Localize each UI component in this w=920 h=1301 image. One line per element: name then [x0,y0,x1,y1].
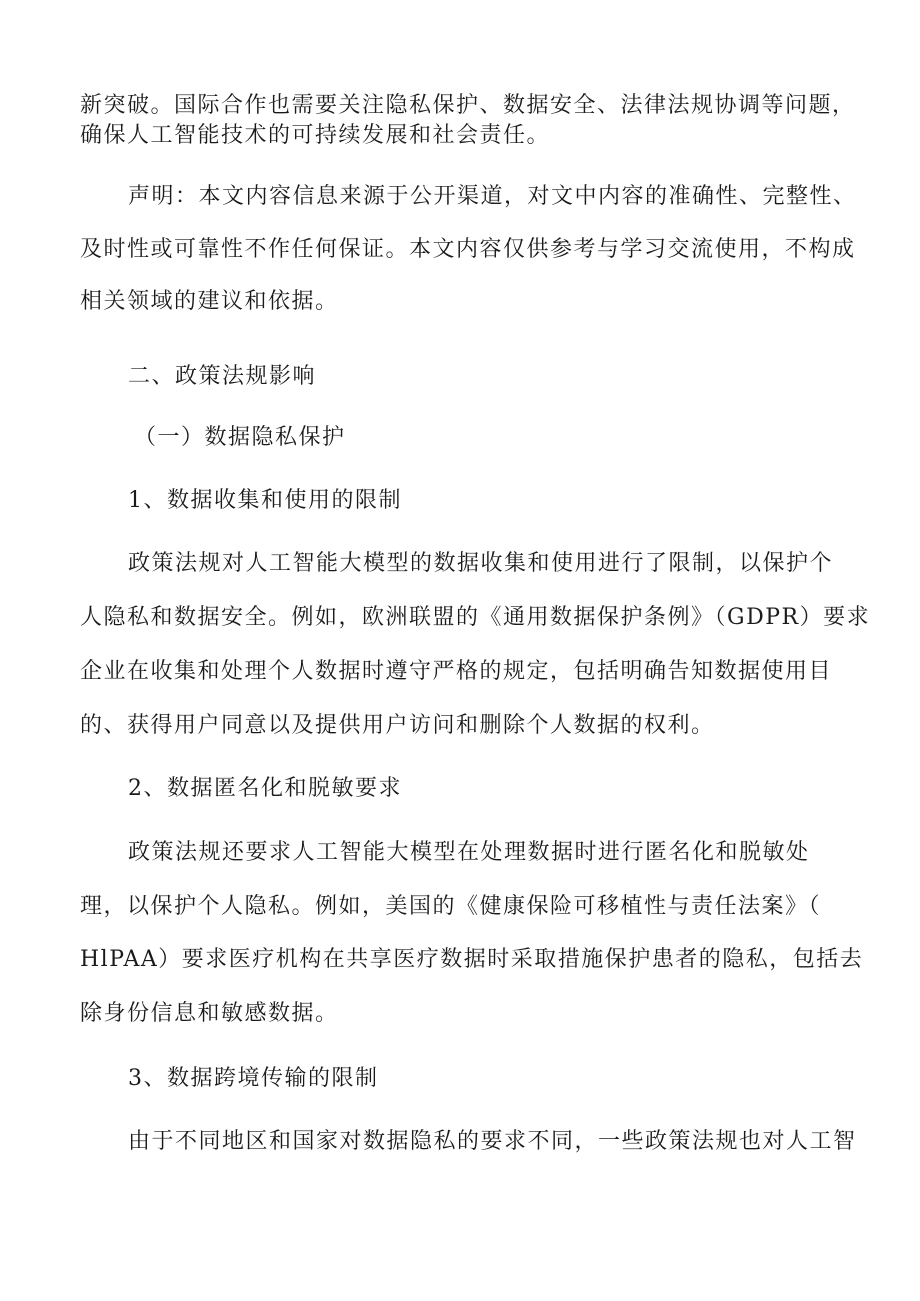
item1-line: 企业在收集和处理个人数据时遵守严格的规定，包括明确告知数据使用目 [80,659,833,684]
item3-line: 由于不同地区和国家对数据隐私的要求不同，一些政策法规也对人工智 [128,1129,857,1154]
item2-line: HlPAA）要求医疗机构在共享医疗数据时采取措施保护患者的隐私，包括去 [80,947,864,972]
item3-heading: 3、数据跨境传输的限制 [128,1066,379,1091]
intro-line: 新突破。国际合作也需要关注隐私保护、数据安全、法律法规协调等问题， [80,93,856,118]
subsection-heading: （一）数据隐私保护 [134,425,346,450]
item1-heading: 1、数据收集和使用的限制 [128,488,402,513]
item2-line: 理，以保护个人隐私。例如，美国的《健康保险可移植性与责任法案》（ [80,894,822,919]
intro-line: 确保人工智能技术的可持续发展和社会责任。 [80,123,551,148]
disclaimer-line: 相关领域的建议和依据。 [80,289,339,314]
section-heading: 二、政策法规影响 [128,364,317,389]
item2-line: 政策法规还要求人工智能大模型在处理数据时进行匿名化和脱敏处 [128,840,810,865]
item2-line: 除身份信息和敏感数据。 [80,1001,339,1026]
item1-line: 政策法规对人工智能大模型的数据收集和使用进行了限制，以保护个 [128,551,834,576]
item2-heading: 2、数据匿名化和脱敏要求 [128,776,402,801]
item1-line: 的、获得用户同意以及提供用户访问和删除个人数据的权利。 [80,713,715,738]
disclaimer-line: 及时性或可靠性不作任何保证。本文内容仅供参考与学习交流使用，不构成 [80,237,856,262]
disclaimer-line: 声明：本文内容信息来源于公开渠道，对文中内容的准确性、完整性、 [128,184,857,209]
item1-line: 人隐私和数据安全。例如，欧洲联盟的《通用数据保护条例》（GDPR）要求 [80,605,871,630]
